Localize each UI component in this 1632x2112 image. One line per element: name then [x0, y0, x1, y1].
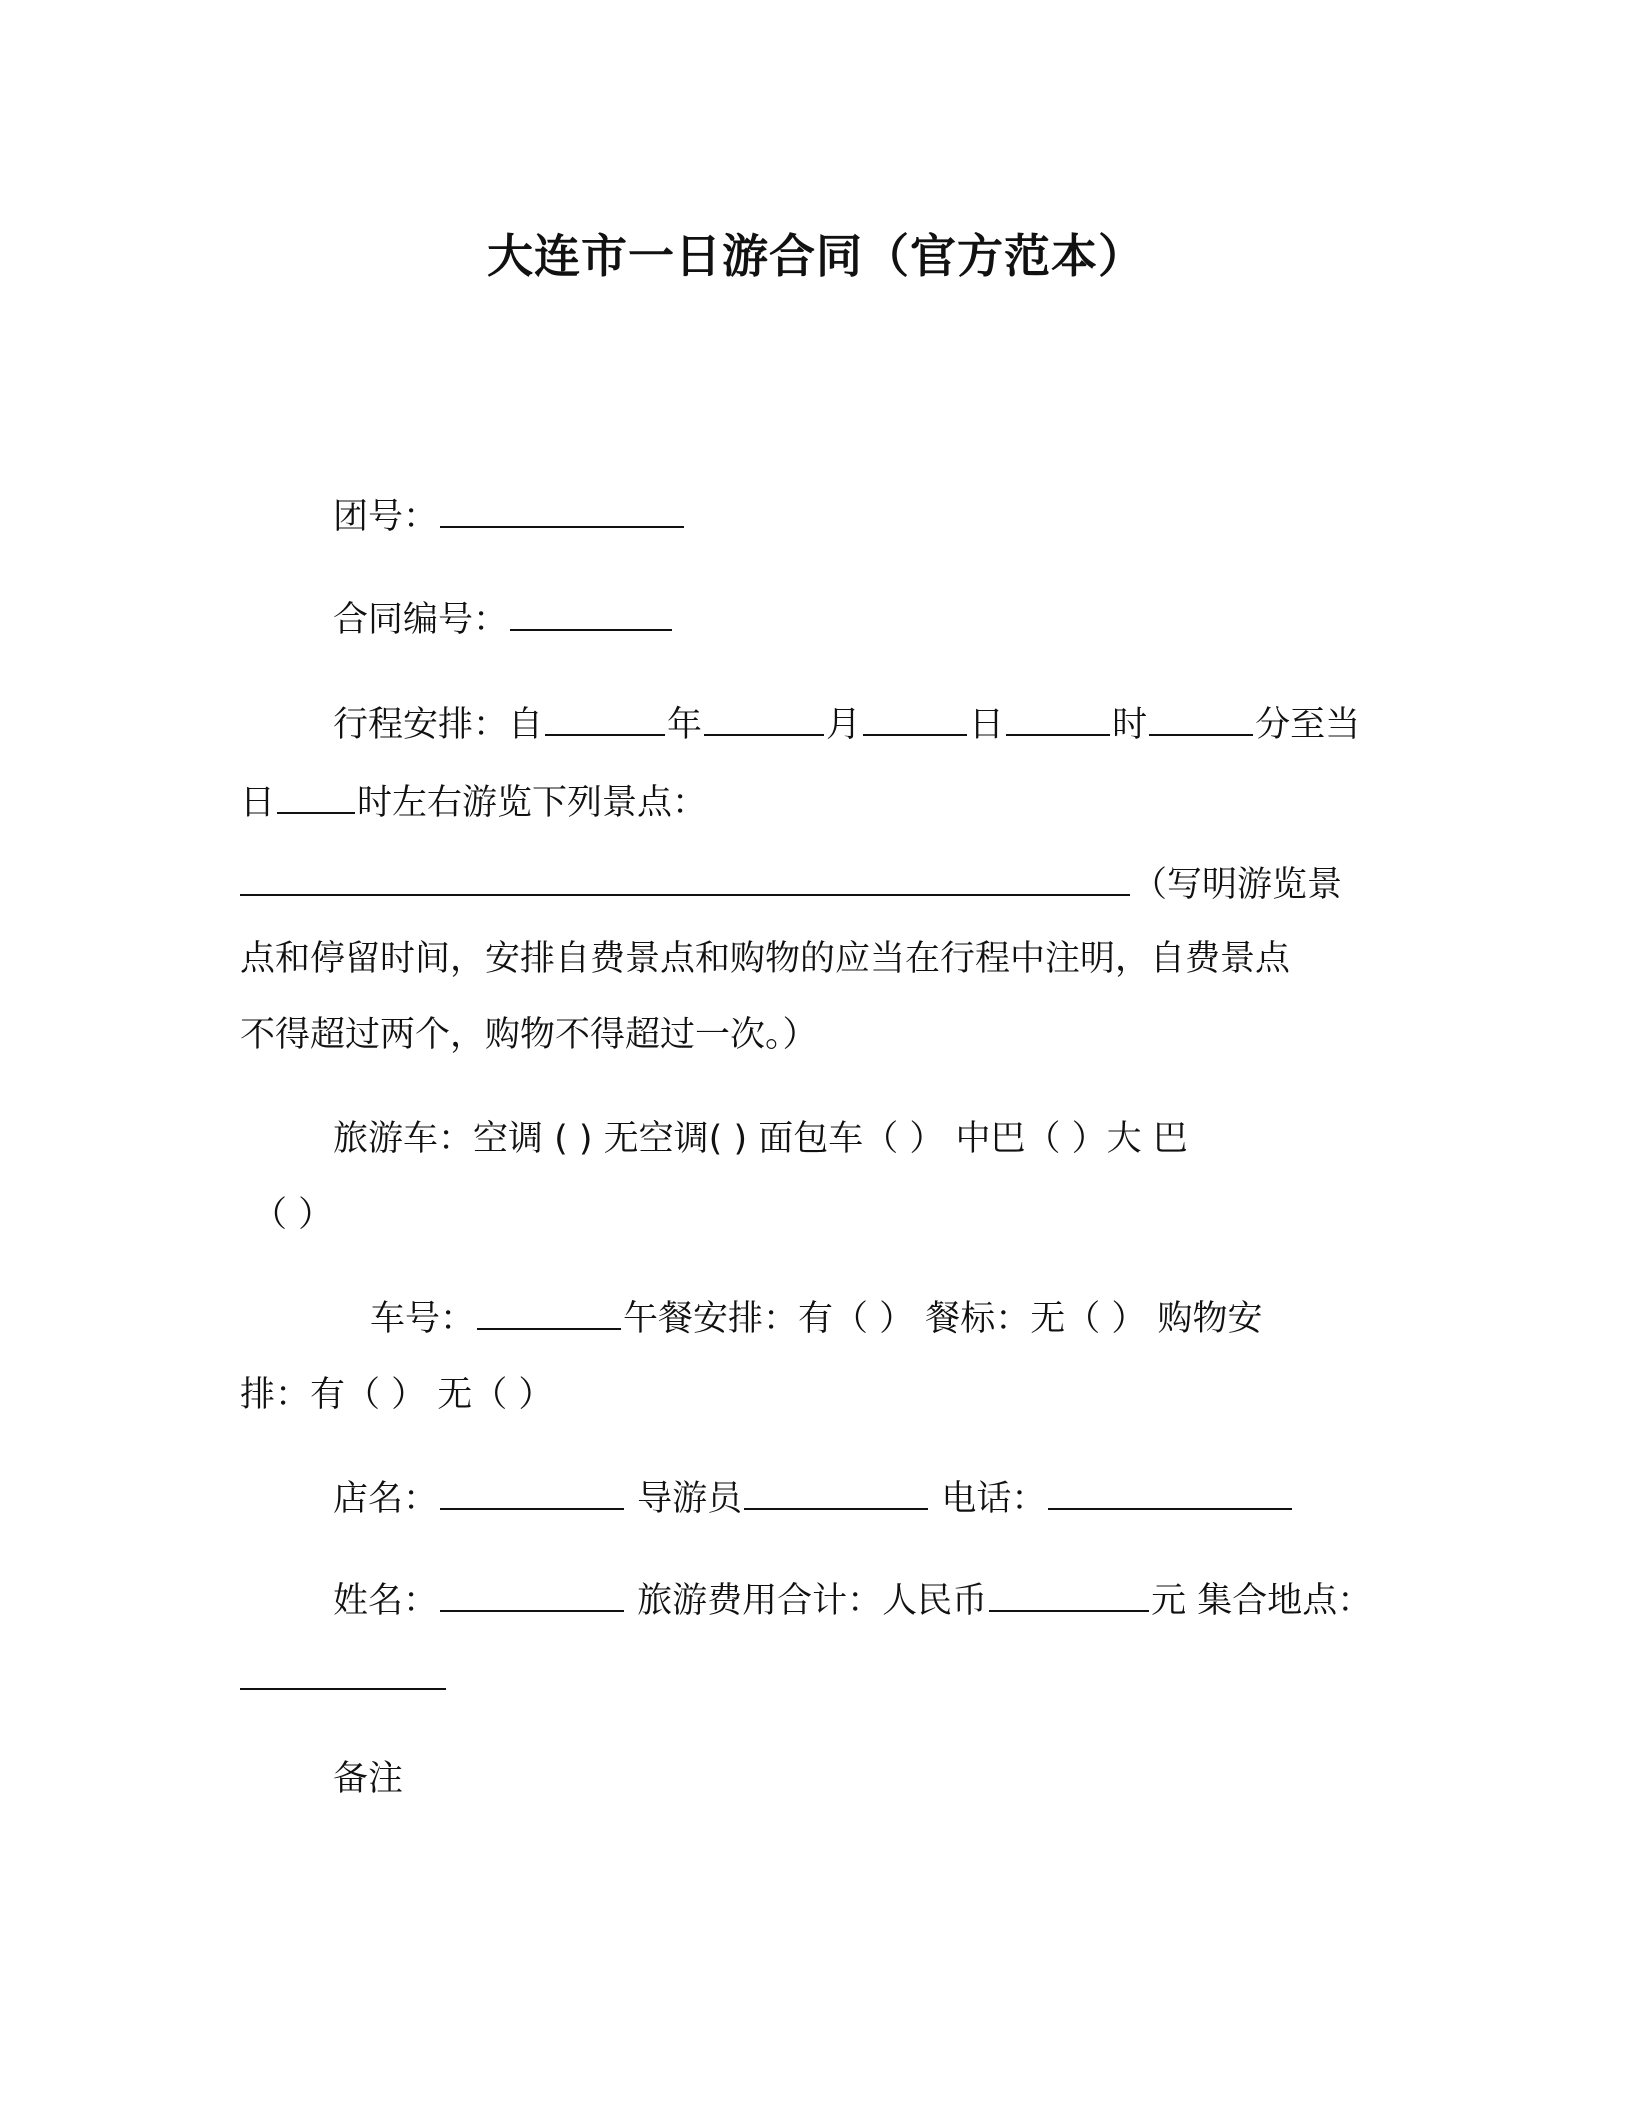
name-label: 姓名：: [333, 1581, 439, 1621]
tour-bus-line-2: （ ）: [252, 1195, 334, 1235]
shop-guide-phone-line: [333, 1476, 1294, 1522]
meal-shopping-label: 午餐安排：有（ ） 餐标：无（ ） 购物安: [623, 1299, 1263, 1339]
guide-label: 导游员: [637, 1479, 743, 1519]
meeting-point-blank[interactable]: [240, 1658, 446, 1690]
sights-note-line-3: 不得超过两个，购物不得超过一次。）: [240, 1015, 818, 1055]
group-number-line: [333, 494, 686, 540]
shopping-line: 排：有（ ） 无（ ）: [240, 1375, 554, 1415]
end-day-label: 日: [240, 783, 276, 823]
name-blank[interactable]: [440, 1580, 624, 1612]
itinerary-to-label: 分至当: [1255, 705, 1361, 745]
month-label: 月: [826, 705, 862, 745]
fee-blank[interactable]: [989, 1580, 1149, 1612]
tour-bus-line: 旅游车：空调 ( ) 无空调( ) 面包车（ ） 中巴（ ）大 巴: [333, 1119, 1188, 1159]
guide-blank[interactable]: [744, 1478, 928, 1510]
sights-note-label: （写明游览景: [1132, 865, 1343, 905]
hour-label: 时: [1112, 705, 1148, 745]
bus-number-label: 车号：: [370, 1299, 476, 1339]
start-hour-blank[interactable]: [1006, 704, 1110, 736]
start-minute-blank[interactable]: [1149, 704, 1253, 736]
name-fee-line: [333, 1578, 1372, 1624]
bus-number-blank[interactable]: [477, 1298, 621, 1330]
start-month-blank[interactable]: [704, 704, 824, 736]
start-day-blank[interactable]: [863, 704, 967, 736]
bus-meal-line: [370, 1296, 1263, 1342]
group-number-label: 团号：: [333, 497, 439, 537]
contract-number-blank[interactable]: [510, 599, 672, 631]
shop-name-label: 店名：: [333, 1479, 439, 1519]
itinerary-label: 行程安排：自: [333, 705, 544, 745]
day-label: 日: [969, 705, 1005, 745]
sights-intro-label: 时左右游览下列景点：: [357, 783, 708, 823]
itinerary-line-2: [240, 780, 707, 826]
sights-blank[interactable]: [240, 864, 1130, 896]
group-number-blank[interactable]: [440, 496, 684, 528]
fee-label: 旅游费用合计：人民币: [637, 1581, 988, 1621]
remark-label: 备注: [333, 1759, 404, 1799]
document-title: 大连市一日游合同（官方范本）: [487, 229, 1145, 283]
phone-label: 电话：: [941, 1479, 1047, 1519]
shop-name-blank[interactable]: [440, 1478, 624, 1510]
sights-note-line-2: 点和停留时间，安排自费景点和购物的应当在行程中注明，自费景点: [240, 939, 1291, 979]
phone-blank[interactable]: [1048, 1478, 1292, 1510]
contract-number-line: [333, 597, 674, 643]
year-label: 年: [667, 705, 703, 745]
end-hour-blank[interactable]: [277, 782, 355, 814]
sights-line: [240, 862, 1342, 908]
start-year-blank[interactable]: [545, 704, 665, 736]
meeting-point-line: [240, 1656, 448, 1702]
contract-number-label: 合同编号：: [333, 600, 509, 640]
meeting-point-label: 元 集合地点：: [1151, 1581, 1373, 1621]
itinerary-line: [333, 702, 1360, 748]
